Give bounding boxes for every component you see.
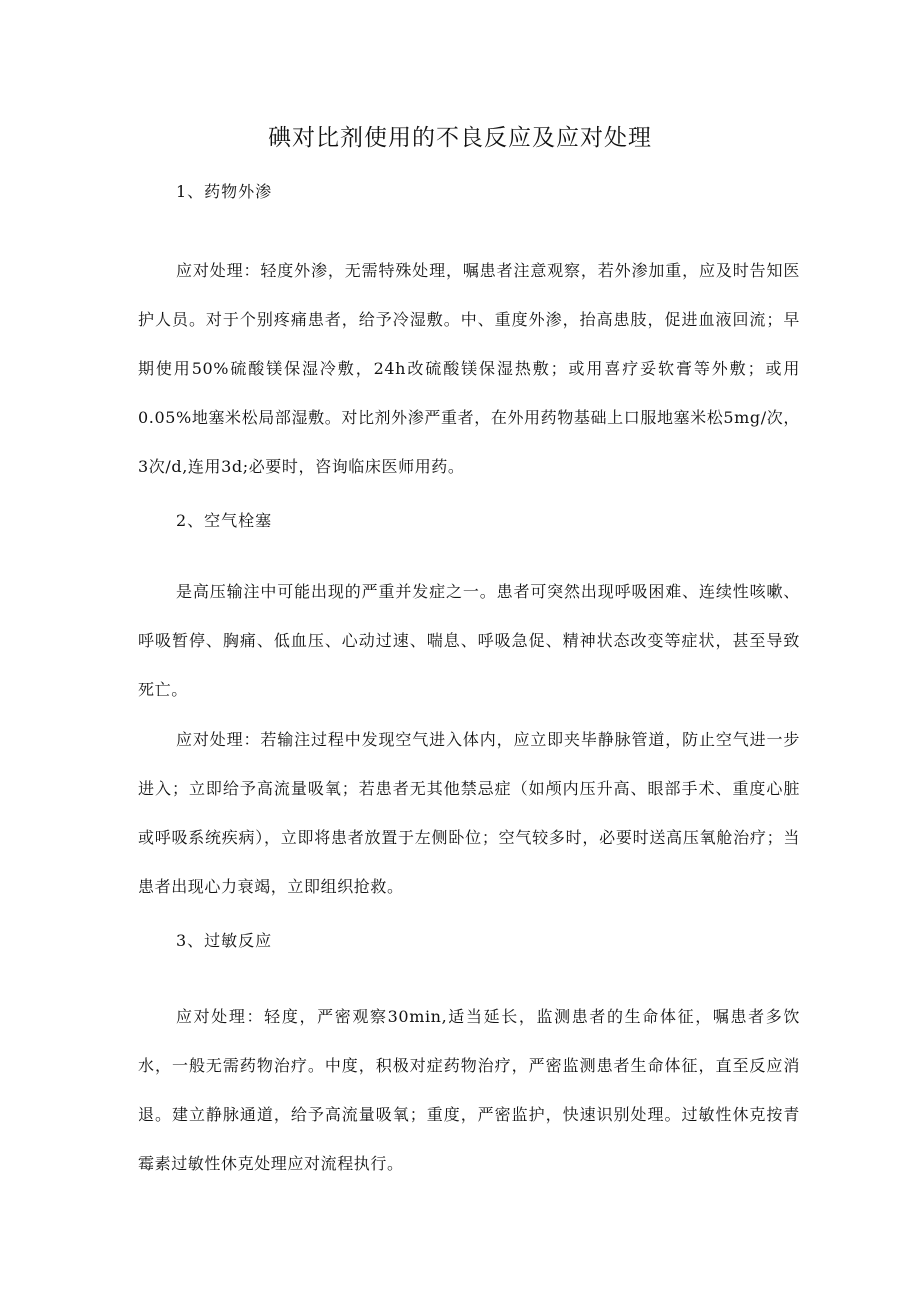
- section-heading-air-embolism: 2、空气栓塞: [176, 511, 273, 530]
- paragraph-allergic-reaction-treatment: 应对处理：轻度，严密观察30min,适当延长，监测患者的生命体征，嘱患者多饮水，一般无需药物治疗。中度，积极对症药物治疗，严密监测患者生命体征，直至反应消退。建立静脉通道，给予高流量吸氧；重度，严密监护，快速识别处理。过敏性休克按青霉素过敏性休克处理应对流程执行。: [138, 1007, 800, 1173]
- paragraph-air-embolism-description: 是高压输注中可能出现的严重并发症之一。患者可突然出现呼吸困难、连续性咳嗽、呼吸暂停、胸痛、低血压、心动过速、喘息、呼吸急促、精神状态改变等症状，甚至导致死亡。: [138, 582, 800, 699]
- paragraph-extravasation-treatment: 应对处理：轻度外渗，无需特殊处理，嘱患者注意观察，若外渗加重，应及时告知医护人员。对于个别疼痛患者，给予冷湿敷。中、重度外渗，抬高患肢，促进血液回流；早期使用50%硫酸镁保湿冷敷，24h改硫酸镁保湿热敷；或用喜疗妥软膏等外敷；或用0.05%地塞米松局部湿敷。对比剂外渗严重者，在外用药物基础上口服地塞米松5mg/次，3次/d,连用3d;必要时，咨询临床医师用药。: [138, 261, 800, 476]
- section-heading-extravasation: 1、药物外渗: [176, 182, 273, 201]
- document-title: 碘对比剂使用的不良反应及应对处理: [268, 125, 652, 151]
- paragraph-air-embolism-treatment: 应对处理：若输注过程中发现空气进入体内，应立即夹毕静脉管道，防止空气进一步进入；立即给予高流量吸氧；若患者无其他禁忌症（如颅内压升高、眼部手术、重度心脏或呼吸系统疾病），立即将患者放置于左侧卧位；空气较多时，必要时送高压氧舱治疗；当患者出现心力衰竭，立即组织抢救。: [138, 730, 800, 896]
- section-heading-allergic-reaction: 3、过敏反应: [176, 931, 273, 950]
